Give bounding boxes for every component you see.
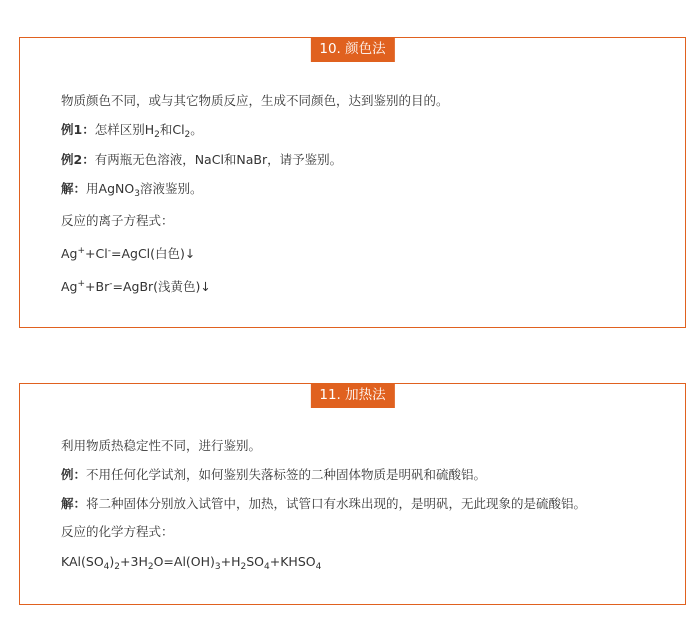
solution: [61, 181, 202, 197]
subscript: 4: [264, 562, 270, 572]
example-label: 例2：: [61, 152, 95, 167]
subscript: 3: [134, 189, 140, 199]
section-card-color-method: [19, 37, 686, 328]
subscript: 4: [103, 562, 110, 572]
equation-text: O=Al(OH): [153, 554, 215, 569]
example-text: 不用任何化学试剂，如何鉴别失落标签的二种固体物质是明矾和硫酸铝。: [86, 467, 487, 482]
subscript: 3: [214, 562, 221, 572]
section-card-heating-method: [19, 383, 686, 605]
superscript: +: [77, 279, 86, 289]
solution-text: 溶液鉴别。: [139, 181, 203, 196]
equation-text: +KHSO: [269, 554, 316, 569]
superscript: -: [107, 246, 111, 256]
solution-label: 解：: [61, 181, 87, 196]
equation-text: +3H: [120, 554, 148, 569]
subscript: 4: [315, 562, 322, 572]
solution: [61, 496, 586, 512]
example: [61, 467, 486, 483]
equation-text: SO: [246, 554, 265, 569]
equation-heading: 反应的化学方程式：: [61, 524, 174, 539]
equation: [61, 554, 321, 570]
equation-text: +Br: [85, 279, 110, 294]
intro-text: 物质颜色不同，或与其它物质反应，生成不同颜色，达到鉴别的目的。: [61, 93, 449, 108]
section-title-badge: 11. 加热法: [310, 383, 394, 408]
solution-text: 用AgNO: [86, 181, 135, 196]
equation-text: +Cl: [85, 246, 108, 261]
equation-text: =AgCl(白色)↓: [110, 246, 196, 261]
example-text: 。: [190, 122, 203, 137]
superscript: +: [77, 246, 86, 256]
equation-text: Ag: [61, 246, 78, 261]
equation-text: ): [109, 554, 115, 569]
superscript: -: [109, 279, 113, 289]
subscript: 2: [184, 130, 191, 140]
intro-text: 利用物质热稳定性不同，进行鉴别。: [61, 438, 262, 453]
example-2: [61, 152, 342, 168]
equation-2: [61, 279, 211, 295]
example-label: 例：: [61, 467, 87, 482]
subscript: 2: [147, 562, 154, 572]
subscript: 2: [240, 562, 247, 572]
solution-text: 将二种固体分别放入试管中，加热，试管口有水珠出现的，是明矾，无此现象的是硫酸铝。: [86, 496, 587, 511]
subscript: 2: [154, 130, 160, 140]
equation-text: =AgBr(浅黄色)↓: [112, 279, 211, 294]
equation-text: +H: [220, 554, 241, 569]
example-label: 例1：: [61, 122, 95, 137]
equation-text: KAl(SO: [61, 554, 104, 569]
example-text: 有两瓶无色溶液，NaCl和NaBr，请予鉴别。: [94, 152, 343, 167]
section-title-badge: 10. 颜色法: [310, 37, 394, 62]
equation-heading: 反应的离子方程式：: [61, 213, 174, 228]
example-text: 和Cl: [159, 122, 185, 137]
subscript: 2: [114, 562, 121, 572]
example-text: 怎样区别H: [94, 122, 155, 137]
equation-1: [61, 246, 195, 262]
solution-label: 解：: [61, 496, 87, 511]
equation-text: Ag: [61, 279, 78, 294]
example-1: [61, 122, 203, 138]
